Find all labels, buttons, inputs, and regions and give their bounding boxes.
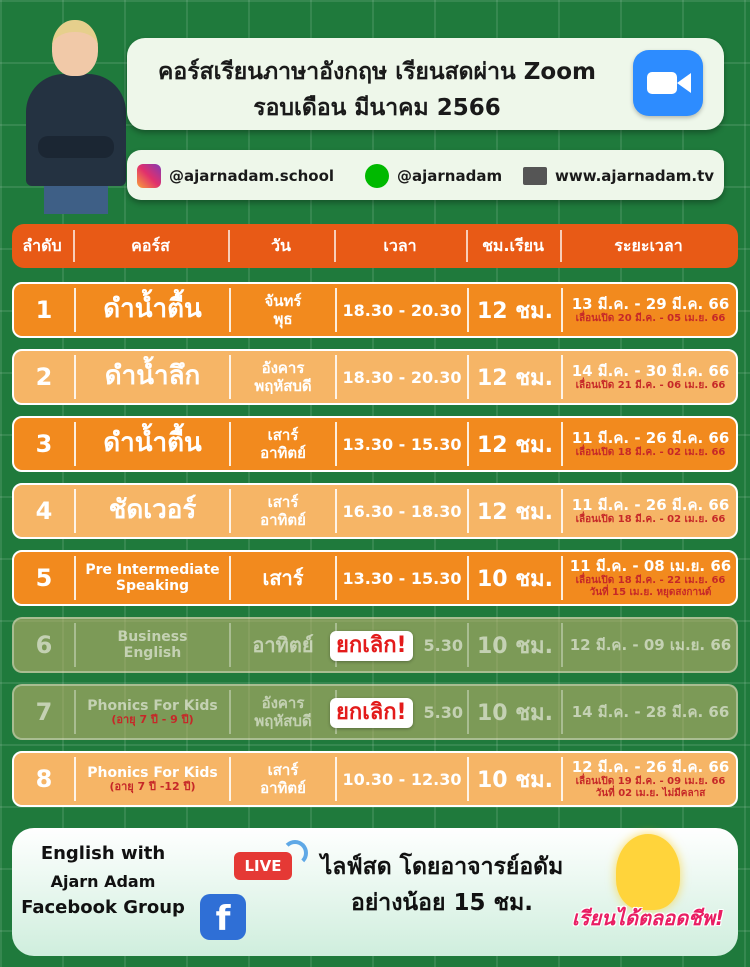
course-days: เสาร์ [262,566,304,590]
course-hours: 10 ชม. [476,767,554,793]
course-days [231,686,335,738]
row-number: 1 [35,296,53,324]
zoom-icon [633,50,703,116]
row-number: 3 [35,430,53,458]
instagram-handle: @ajarnadam.school [169,167,335,185]
course-hours: 12 ชม. [476,499,554,525]
presenter-photo [22,18,130,214]
day-1: อังคาร [261,359,305,377]
lightbulb-icon [616,834,680,910]
course-period [563,351,738,403]
day-1: เสาร์ [267,761,299,779]
table-row [12,684,738,740]
fb-line-1: English with [40,843,166,864]
live-info [312,850,572,921]
age-range: (อายุ 7 ปี -12 ปี) [109,779,196,793]
row-number: 6 [35,631,53,659]
course-days [231,418,335,470]
course-name [76,753,229,805]
table-row [12,617,738,673]
holiday-note: วันที่ 15 เม.ย. หยุดสงกานต์ [589,587,712,598]
postpone-note: เลื่อนเปิด 21 มี.ค. - 06 เม.ย. 66 [575,380,726,391]
fb-line-2: Ajarn Adam [50,871,156,891]
day-1: อังคาร [261,694,305,712]
line-handle: @ajarnadam [397,167,503,185]
day-2: พุธ [273,310,293,328]
row-number: 5 [35,564,53,592]
course-days [231,284,335,336]
course-name [76,686,229,738]
course-name-line1: Pre Intermediate [85,561,220,578]
table-row [12,483,738,539]
table-row [12,751,738,807]
title-card [127,38,724,130]
course-period: 12 มี.ค. - 09 เม.ย. 66 [569,636,732,654]
course-days [231,485,335,537]
course-name [76,552,229,604]
instagram-icon [137,164,161,188]
course-time: 16.30 - 18.30 [342,501,462,521]
header-cell: ระยะเวลา [614,236,683,255]
course-hours: 12 ชม. [476,365,554,391]
day-2: อาทิตย์ [260,511,306,529]
day-2: พฤหัสบดี [254,377,312,395]
instagram-link[interactable] [137,163,334,189]
postpone-note: เลื่อนเปิด 20 มี.ค. - 05 เม.ย. 66 [575,313,726,324]
course-period [563,753,738,805]
row-number: 2 [35,363,53,391]
no-class-note: วันที่ 02 เม.ย. ไม่มีคลาส [595,788,706,799]
cancelled-stamp: ยกเลิก! [330,698,413,728]
postpone-note: เลื่อนเปิด 18 มี.ค. - 22 เม.ย. 66 [575,575,726,586]
postpone-note: เลื่อนเปิด 18 มี.ค. - 02 เม.ย. 66 [575,514,726,525]
presenter-legs [44,184,108,214]
header-cell: วัน [271,236,291,255]
table-row [12,282,738,338]
course-period [563,485,738,537]
age-range: (อายุ 7 ปี - 9 ปี) [111,712,194,726]
course-time: 5.30 [423,702,463,722]
course-time: 10.30 - 12.30 [342,769,462,789]
date-range: 12 มี.ค. - 26 มี.ค. 66 [571,758,730,776]
course-hours: 10 ชม. [476,633,554,659]
course-period [563,284,738,336]
course-hours: 10 ชม. [476,566,554,592]
course-time: 13.30 - 15.30 [342,568,462,588]
day-1: จันทร์ [264,292,302,310]
date-range: 11 มี.ค. - 26 มี.ค. 66 [571,429,730,447]
course-time: 5.30 [423,635,463,655]
presenter-head [52,20,98,76]
course-name: ดำน้ำตื้น [103,294,202,325]
website-url: www.ajarnadam.tv [555,167,715,185]
course-name: ชัดเวอร์ [108,495,197,526]
live-line-1: ไลฟ์สด โดยอาจารย์อดัม [320,854,564,880]
postpone-note: เลื่อนเปิด 18 มี.ค. - 02 เม.ย. 66 [575,447,726,458]
line-link[interactable] [365,163,502,189]
course-period: 14 มี.ค. - 28 มี.ค. 66 [571,703,730,721]
facebook-icon[interactable]: f [200,894,246,940]
course-name-line1: Phonics For Kids [87,697,218,714]
row-number: 7 [35,698,53,726]
course-hours: 10 ชม. [476,700,554,726]
table-header [12,224,738,268]
table-row [12,550,738,606]
line-icon [365,164,389,188]
day-2: อาทิตย์ [260,779,306,797]
date-range: 14 มี.ค. - 30 มี.ค. 66 [571,362,730,380]
header-cell: ลำดับ [22,236,62,255]
course-days [231,753,335,805]
website-link[interactable] [523,163,714,189]
header-cell: คอร์ส [131,236,170,255]
course-name [76,619,229,671]
day-2: พฤหัสบดี [254,712,312,730]
day-2: อาทิตย์ [260,444,306,462]
course-time: 18.30 - 20.30 [342,367,462,387]
day-1: เสาร์ [267,426,299,444]
header-cell: เวลา [383,236,417,255]
fb-line-3: Facebook Group [21,897,185,919]
course-time: 13.30 - 15.30 [342,434,462,454]
course-days: อาทิตย์ [252,633,314,657]
course-name: ดำน้ำตื้น [103,428,202,459]
table-row [12,416,738,472]
facebook-group-label[interactable] [18,840,188,923]
presenter-arms [38,136,114,158]
course-hours: 12 ชม. [476,432,554,458]
footer-banner [12,828,738,956]
course-days [231,351,335,403]
table-row [12,349,738,405]
social-bar [127,150,724,200]
course-name-line2: Speaking [115,578,190,594]
presenter-body [26,74,126,186]
date-range: 11 มี.ค. - 26 มี.ค. 66 [571,496,730,514]
day-1: เสาร์ [267,493,299,511]
course-hours: 12 ชม. [476,298,554,324]
live-line-2: อย่างน้อย 15 ชม. [351,889,533,916]
cancelled-stamp: ยกเลิก! [330,631,413,661]
course-period [563,552,738,604]
live-badge: LIVE [234,852,292,880]
course-period [563,418,738,470]
date-range: 13 มี.ค. - 29 มี.ค. 66 [571,295,730,313]
broadcast-waves-icon [282,840,308,866]
header-cell: ชม.เรียน [482,236,544,255]
row-number: 4 [35,497,53,525]
monitor-icon [523,167,547,185]
course-name: ดำน้ำลึก [104,361,201,392]
row-number: 8 [35,765,53,793]
slogan: เรียนได้ตลอดชีพ! [571,906,725,930]
postpone-note: เลื่อนเปิด 19 มี.ค. - 09 เม.ย. 66 [575,776,726,787]
course-name-line1: Phonics For Kids [87,764,218,781]
date-range: 11 มี.ค. - 08 เม.ย. 66 [569,557,732,575]
course-time: 18.30 - 20.30 [342,300,462,320]
course-name-line2: English [123,645,182,661]
page-subtitle: รอบเดือน มีนาคม 2566 [253,95,501,121]
course-name-line1: Business [117,628,188,645]
page-title: คอร์สเรียนภาษาอังกฤษ เรียนสดผ่าน Zoom [158,59,596,85]
